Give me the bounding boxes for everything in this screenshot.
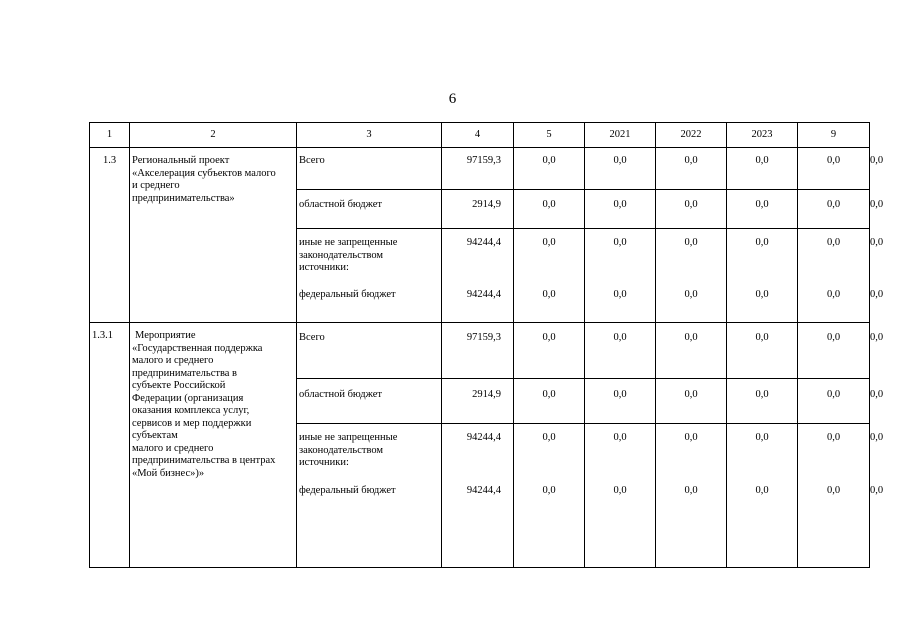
name-line: предпринимательства в bbox=[132, 367, 238, 379]
header-cell: 5 bbox=[514, 123, 585, 148]
name-line: «Мой бизнес»)» bbox=[132, 467, 205, 479]
header-row bbox=[90, 123, 870, 148]
value: 0,0 bbox=[684, 432, 698, 443]
value: 94244,4 bbox=[466, 432, 501, 443]
name-line: Федерации (организация bbox=[132, 392, 244, 404]
code-cell bbox=[90, 148, 130, 323]
header-cell: 2022 bbox=[656, 123, 727, 148]
value: 0,0 bbox=[755, 289, 769, 300]
value: 0,0 bbox=[684, 289, 698, 300]
name-line: предпринимательства» bbox=[132, 192, 235, 204]
table-row: 1.3.1 Мероприятие «Государственная поддержка малого и среднего предпринимательства в субъекте Российской Федерации (организация оказания комплекса услуг, сервисов и мер поддержки субъектам малого и среднего предпринимательства в центрах «Мой бизнес»)» Всего областной бюджет иные не запрещенные законодательством источники: федеральный бюджет 97159,3 2914,9 94244,4 94244,4 0,0 0,0 0,0 0,0 0,0 0,0 0,0 0,0 0,0 0,0 0,0 0,0 0,0 0,0 0,0 0,0 0,0 0,0 0,0 0,0 0,0 0,0 0,0 0,0 bbox=[90, 323, 870, 568]
value: 0,0 bbox=[826, 237, 841, 248]
value: 0,0 bbox=[826, 332, 841, 343]
value: 0,0 bbox=[542, 332, 556, 343]
source-label: областной бюджет bbox=[299, 199, 382, 210]
name-line: субъектам bbox=[132, 430, 178, 441]
value: 0,0 bbox=[755, 485, 769, 496]
source-label-line: законодательством bbox=[299, 249, 384, 261]
name-line: Региональный проект bbox=[132, 155, 230, 166]
source-label: федеральный бюджет bbox=[299, 485, 396, 496]
header-cell: 4 bbox=[442, 123, 514, 148]
name-line: субъекте Российской bbox=[132, 380, 226, 391]
value: 0,0 bbox=[684, 485, 698, 496]
name-line: и среднего bbox=[132, 180, 180, 191]
value: 0,0 bbox=[613, 155, 627, 166]
value: 0,0 bbox=[755, 389, 769, 400]
source-label-line: источники: bbox=[299, 262, 349, 273]
name-line: малого и среднего bbox=[132, 355, 214, 366]
value: 97159,3 bbox=[466, 155, 501, 166]
name-line: «Государственная поддержка bbox=[132, 342, 263, 354]
name-line: предпринимательства в центрах bbox=[132, 455, 276, 466]
source-label-line: источники: bbox=[299, 457, 349, 468]
value: 0,0 bbox=[613, 432, 627, 443]
source-label-line: иные не запрещенные bbox=[299, 432, 398, 443]
header-cell: 2 bbox=[130, 123, 297, 148]
value: 0,0 bbox=[684, 332, 698, 343]
value: 0,0 bbox=[684, 389, 698, 400]
value-cell bbox=[798, 148, 870, 323]
value: 2914,9 bbox=[472, 199, 501, 210]
value: 0,0 bbox=[755, 432, 769, 443]
value: 0,0 bbox=[684, 155, 698, 166]
header-cell: 3 bbox=[297, 123, 442, 148]
value: 0,0 bbox=[542, 237, 556, 248]
source-cell bbox=[297, 323, 442, 568]
value: 0,0 bbox=[826, 432, 841, 443]
value-cell bbox=[727, 148, 798, 323]
source-label: областной бюджет bbox=[299, 389, 382, 400]
name-cell bbox=[130, 323, 297, 568]
value: 0,0 bbox=[613, 332, 627, 343]
name-line: «Акселерация субъектов малого bbox=[132, 167, 276, 179]
value: 0,0 bbox=[542, 485, 556, 496]
value: 0,0 bbox=[684, 199, 698, 210]
value: 0,0 bbox=[826, 199, 841, 210]
page-number: 6 bbox=[448, 91, 457, 107]
name-cell bbox=[130, 148, 297, 323]
value: 0,0 bbox=[684, 237, 698, 248]
value: 0,0 bbox=[542, 389, 556, 400]
table-row: 1.3 Региональный проект «Акселерация субъектов малого и среднего предпринимательства» Всего областной бюджет иные не запрещенные законодательством источники: федеральный бюджет 97159,3 2914,9 94244,4 94244,4 0,0 0,0 0,0 0,0 0,0 0,0 0,0 0,0 0,0 0,0 0,0 0,0 0,0 0,0 0,0 0,0 0,0 0,0 0,0 0,0 0,0 0,0 0,0 0,0 bbox=[90, 148, 870, 323]
value: 97159,3 bbox=[466, 332, 501, 343]
name-line: малого и среднего bbox=[132, 442, 214, 454]
value: 0,0 bbox=[755, 199, 769, 210]
value: 0,0 bbox=[826, 155, 841, 166]
value: 0,0 bbox=[755, 332, 769, 343]
value: 0,0 bbox=[542, 155, 556, 166]
value: 0,0 bbox=[755, 237, 769, 248]
header-cell: 2021 bbox=[585, 123, 656, 148]
value-cell bbox=[585, 148, 656, 323]
value: 0,0 bbox=[826, 389, 841, 400]
source-label: Всего bbox=[299, 155, 325, 166]
budget-table bbox=[89, 122, 884, 568]
value-cell bbox=[656, 148, 727, 323]
value-cell bbox=[798, 323, 870, 568]
value-cell bbox=[585, 323, 656, 568]
value: 0,0 bbox=[755, 155, 769, 166]
source-cell bbox=[297, 148, 442, 323]
value: 0,0 bbox=[613, 237, 627, 248]
value: 94244,4 bbox=[466, 237, 501, 248]
source-label-line: иные не запрещенные bbox=[299, 237, 398, 248]
value-cell bbox=[514, 148, 585, 323]
header-cell: 2023 bbox=[727, 123, 798, 148]
name-line: Мероприятие bbox=[135, 330, 196, 341]
value-cell bbox=[514, 323, 585, 568]
value: 0,0 bbox=[542, 432, 556, 443]
header-cell: 1 bbox=[90, 123, 130, 148]
name-line: сервисов и мер поддержки bbox=[132, 417, 252, 429]
value: 0,0 bbox=[826, 289, 841, 300]
value: 0,0 bbox=[613, 485, 627, 496]
name-line: оказания комплекса услуг, bbox=[132, 405, 250, 416]
value: 94244,4 bbox=[466, 289, 501, 300]
row-code: 1.3.1 bbox=[92, 330, 113, 341]
value: 2914,9 bbox=[472, 389, 501, 400]
source-label: Всего bbox=[299, 332, 325, 343]
value-cell bbox=[727, 323, 798, 568]
value-cell bbox=[656, 323, 727, 568]
value: 0,0 bbox=[542, 199, 556, 210]
header-cell: 9 bbox=[798, 123, 870, 148]
value: 0,0 bbox=[826, 485, 841, 496]
value: 0,0 bbox=[613, 289, 627, 300]
code-cell bbox=[90, 323, 130, 568]
source-label: федеральный бюджет bbox=[299, 289, 396, 300]
value-cell bbox=[442, 323, 514, 568]
value: 0,0 bbox=[542, 289, 556, 300]
row-code: 1.3 bbox=[102, 155, 117, 166]
value-cell bbox=[442, 148, 514, 323]
value: 0,0 bbox=[613, 389, 627, 400]
source-label-line: законодательством bbox=[299, 444, 384, 456]
value: 94244,4 bbox=[466, 485, 501, 496]
value: 0,0 bbox=[613, 199, 627, 210]
